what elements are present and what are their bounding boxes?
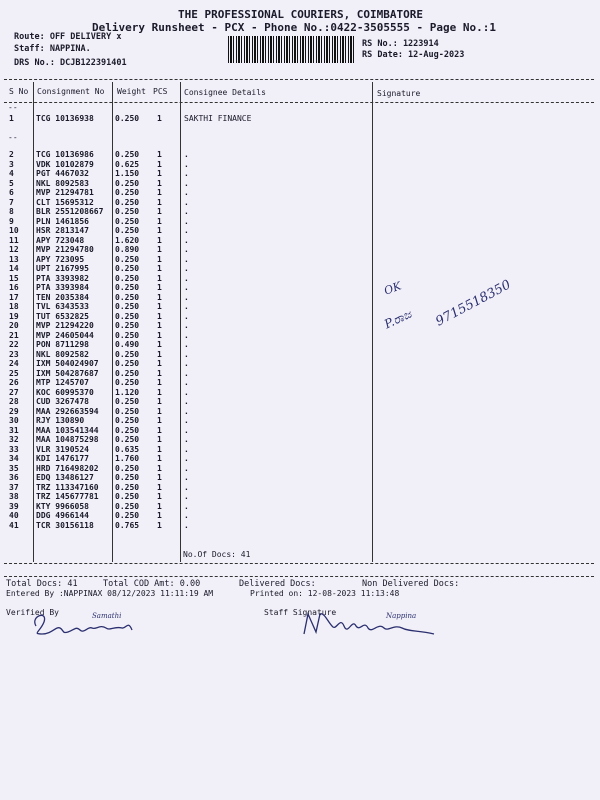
total-cod: Total COD Amt: 0.00 [103,579,201,589]
row-sno: 30 [9,416,19,425]
table-row [0,114,370,123]
non-delivered-docs: Non Delivered Docs: [362,579,460,589]
row-consignment-no: TCG 10136938 [36,114,94,123]
row-weight: 0.250 [115,226,140,235]
row-pcs: 1 [157,330,162,340]
row-consignee: . [184,340,189,349]
row-sno: 31 [9,425,19,435]
row-sno: 1 [9,114,14,123]
row-consignment-no: IXM 504024907 [36,359,99,368]
row-weight: 1.150 [115,169,140,178]
row-consignee: . [184,349,189,359]
row-consignment-no: MAA 292663594 [36,406,99,416]
row-weight: 0.250 [115,492,140,501]
header-bottom-rule [4,102,594,103]
row-consignee: . [184,169,189,178]
row-consignment-no: PTA 3393984 [36,283,89,292]
verified-by-label: Verified By [6,608,59,617]
row-pcs: 1 [157,444,162,454]
table-row [0,388,370,397]
row-consignment-no: MTP 1245707 [36,378,89,387]
row-pcs: 1 [157,114,162,123]
row-sno: 24 [9,359,19,368]
row-weight: 0.250 [115,273,140,283]
row-consignee: . [184,245,189,254]
row-sno: 19 [9,311,19,321]
row-consignment-no: CLT 15695312 [36,197,94,207]
row-weight: 0.250 [115,397,140,406]
row-pcs: 1 [157,368,162,378]
company-title: THE PROFESSIONAL COURIERS, COIMBATORE [178,8,424,21]
row-sno: 40 [9,511,19,520]
row-consignment-no: KOC 60995370 [36,387,94,397]
row-consignee: . [184,454,189,463]
handwritten-name: P.ರಾಜ [382,306,414,332]
drs-number: DRS No.: DCJB122391401 [14,58,127,68]
row-weight: 0.250 [115,114,140,123]
row-weight: 0.250 [115,330,140,340]
total-docs: Total Docs: 41 [6,579,78,589]
row-sno: 11 [9,235,19,245]
header-top-rule [4,79,594,80]
row-consignee: . [184,492,189,501]
row-consignment-no: APY 723048 [36,235,85,245]
row-weight: 0.250 [115,188,140,197]
row-sno: 9 [9,216,14,226]
row-consignment-no: TRZ 113347160 [36,482,99,492]
row-consignee: . [184,159,189,169]
row-consignment-no: APY 723095 [36,254,85,264]
table-row [0,454,370,463]
table-row [0,226,370,235]
row-consignee: . [184,302,189,311]
col-header-weight: Weight [117,87,146,96]
row-sno: 22 [9,340,19,349]
row-consignee: . [184,501,189,511]
row-consignment-no: BLR 2551208667 [36,207,104,216]
table-row [0,483,370,492]
row-consignee: . [184,425,189,435]
row-consignee: . [184,226,189,235]
row-consignment-no: NKL 8092582 [36,349,89,359]
row-pcs: 1 [157,482,162,492]
row-consignee: . [184,283,189,292]
table-row [0,169,370,178]
row-sno: 7 [9,197,14,207]
row-weight: 0.250 [115,473,140,482]
row-consignment-no: MAA 104875298 [36,435,99,444]
row-weight: 0.625 [115,159,140,169]
table-row [0,397,370,406]
table-row [0,274,370,283]
table-row [0,264,370,273]
row-pcs: 1 [157,406,162,416]
table-row [0,236,370,245]
row-sno: 25 [9,368,19,378]
row-sno: 6 [9,188,14,197]
table-row [0,331,370,340]
row-sno: 41 [9,520,19,530]
row-sno: 2 [9,150,14,159]
row-weight: 0.250 [115,511,140,520]
row-sno: 33 [9,444,19,454]
row-weight: 1.120 [115,387,140,397]
row-consignment-no: PGT 4467032 [36,169,89,178]
row-pcs: 1 [157,511,162,520]
row-consignee: . [184,235,189,245]
row-pcs: 1 [157,311,162,321]
row-consignee: . [184,207,189,216]
row-pcs: 1 [157,302,162,311]
row-sno: 4 [9,169,14,178]
row-consignee: . [184,416,189,425]
row-consignee: . [184,520,189,530]
printed-on: Printed on: 12-08-2023 11:13:48 [250,589,400,598]
row-consignment-no: KDI 1476177 [36,454,89,463]
table-end-rule [4,563,594,564]
table-row [0,378,370,387]
table-row [0,492,370,501]
row-weight: 0.490 [115,340,140,349]
table-row [0,255,370,264]
table-row [0,350,370,359]
row-consignment-no: MVP 21294781 [36,188,94,197]
row-weight: 0.250 [115,406,140,416]
row-sno: 29 [9,406,19,416]
col-header-pcs: PCS [153,87,168,96]
row-consignee: . [184,482,189,492]
row-consignee: . [184,444,189,454]
row-consignee: . [184,273,189,283]
row-sno: 12 [9,245,19,254]
row-pcs: 1 [157,273,162,283]
row-weight: 1.620 [115,235,140,245]
row-sno: 13 [9,254,19,264]
row-pcs: 1 [157,235,162,245]
row-sno: 35 [9,463,19,473]
table-row [0,511,370,520]
row-weight: 0.635 [115,444,140,454]
table-row [0,435,370,444]
row-sno: 36 [9,473,19,482]
row-consignment-no: HSR 2813147 [36,226,89,235]
row-consignee: . [184,406,189,416]
table-row [0,160,370,169]
table-row [0,359,370,368]
row-consignment-no: PLN 1461856 [36,216,89,226]
no-of-docs: No.Of Docs: 41 [183,550,251,559]
row-consignment-no: EDQ 13486127 [36,473,94,482]
row-weight: 0.250 [115,254,140,264]
staff-label: Staff: NAPPINA. [14,44,91,54]
table-row [0,179,370,188]
row-sno: 17 [9,292,19,302]
row-consignment-no: CUD 3267478 [36,397,89,406]
row-pcs: 1 [157,216,162,226]
table-row [0,464,370,473]
row-pcs: 1 [157,321,162,330]
staff-signature [298,608,458,642]
row-consignee: . [184,511,189,520]
row-sno: 15 [9,273,19,283]
row-weight: 0.250 [115,302,140,311]
table-row [0,321,370,330]
table-row [0,217,370,226]
row-pcs: 1 [157,492,162,501]
staff-signature-text: Nappina [386,612,417,620]
row-weight: 0.250 [115,368,140,378]
row-consignment-no: TRZ 145677781 [36,492,99,501]
table-row [0,207,370,216]
row-pcs: 1 [157,178,162,188]
row-sno: 16 [9,283,19,292]
row-weight: 0.250 [115,264,140,273]
row-pcs: 1 [157,520,162,530]
row-weight: 0.250 [115,416,140,425]
dash-marker: -- [8,133,18,142]
footer-rule [4,576,594,577]
row-pcs: 1 [157,264,162,273]
table-row [0,188,370,197]
row-sno: 32 [9,435,19,444]
row-consignee: . [184,387,189,397]
row-sno: 23 [9,349,19,359]
row-consignee: . [184,254,189,264]
row-consignment-no: MVP 24605044 [36,330,94,340]
row-pcs: 1 [157,378,162,387]
row-consignment-no: NKL 8092583 [36,178,89,188]
row-weight: 0.250 [115,178,140,188]
row-consignment-no: MVP 21294780 [36,245,94,254]
handwritten-ok: OK [382,279,403,298]
row-weight: 0.250 [115,150,140,159]
row-consignment-no: PON 8711298 [36,340,89,349]
row-weight: 0.890 [115,245,140,254]
row-weight: 0.250 [115,216,140,226]
row-consignee: . [184,397,189,406]
row-sno: 8 [9,207,14,216]
row-pcs: 1 [157,159,162,169]
row-pcs: 1 [157,245,162,254]
row-weight: 0.765 [115,520,140,530]
row-weight: 0.250 [115,463,140,473]
row-weight: 0.250 [115,435,140,444]
row-pcs: 1 [157,416,162,425]
runsheet-title: Delivery Runsheet - PCX - Phone No.:0422-3505555 - Page No.:1 [92,21,496,34]
row-pcs: 1 [157,197,162,207]
col-divider-consignee [372,82,373,562]
row-consignee: . [184,178,189,188]
row-sno: 10 [9,226,19,235]
row-consignee: . [184,311,189,321]
row-weight: 0.250 [115,359,140,368]
col-header-sno: S No [9,87,29,96]
row-consignment-no: MAA 103541344 [36,425,99,435]
handwritten-phone: 9715518350 [433,277,514,330]
row-consignment-no: VLR 3190524 [36,444,89,454]
row-pcs: 1 [157,397,162,406]
row-sno: 14 [9,264,19,273]
row-consignment-no: TVL 6343533 [36,302,89,311]
row-consignment-no: HRD 716498202 [36,463,99,473]
row-pcs: 1 [157,292,162,302]
row-sno: 34 [9,454,19,463]
row-consignment-no: PTA 3393982 [36,273,89,283]
row-consignment-no: TCG 10136986 [36,150,94,159]
row-consignee: . [184,378,189,387]
verified-signature-text: Samathi [92,612,122,620]
table-row [0,502,370,511]
table-row [0,150,370,159]
row-pcs: 1 [157,169,162,178]
row-sno: 21 [9,330,19,340]
row-consignee: . [184,188,189,197]
row-weight: 0.250 [115,321,140,330]
row-consignee: . [184,463,189,473]
row-pcs: 1 [157,501,162,511]
row-weight: 0.250 [115,482,140,492]
table-row [0,340,370,349]
row-sno: 37 [9,482,19,492]
row-sno: 28 [9,397,19,406]
row-consignee: . [184,197,189,207]
table-row [0,312,370,321]
verified-signature [30,608,160,642]
row-sno: 39 [9,501,19,511]
row-pcs: 1 [157,340,162,349]
row-consignment-no: UPT 2167995 [36,264,89,273]
table-row [0,521,370,530]
row-consignee: . [184,368,189,378]
row-weight: 0.250 [115,197,140,207]
row-weight: 0.250 [115,283,140,292]
row-sno: 20 [9,321,19,330]
row-consignee: . [184,330,189,340]
row-sno: 18 [9,302,19,311]
row-consignment-no: TUT 6532825 [36,311,89,321]
row-consignee: . [184,321,189,330]
route-label: Route: OFF DELIVERY x [14,32,122,42]
col-header-consignment: Consignment No [37,87,105,96]
table-row [0,416,370,425]
table-row [0,283,370,292]
row-pcs: 1 [157,387,162,397]
row-weight: 0.250 [115,378,140,387]
rs-number: RS No.: 1223914 [362,39,439,49]
row-consignment-no: RJY 130890 [36,416,85,425]
row-weight: 0.250 [115,311,140,321]
entered-by: Entered By :NAPPINAX 08/12/2023 11:11:19 AM [6,589,214,598]
rs-date: RS Date: 12-Aug-2023 [362,50,465,60]
row-consignment-no: TEN 2035384 [36,292,89,302]
table-row [0,407,370,416]
row-pcs: 1 [157,207,162,216]
table-row [0,293,370,302]
row-weight: 1.760 [115,454,140,463]
row-pcs: 1 [157,188,162,197]
row-pcs: 1 [157,435,162,444]
row-consignment-no: KTY 9966058 [36,501,89,511]
row-consignment-no: VDK 10102879 [36,159,94,169]
row-weight: 0.250 [115,425,140,435]
row-consignment-no: DDG 4966144 [36,511,89,520]
row-pcs: 1 [157,226,162,235]
row-weight: 0.250 [115,292,140,302]
row-consignee: . [184,473,189,482]
row-sno: 27 [9,387,19,397]
row-consignment-no: TCR 30156118 [36,520,94,530]
table-row [0,198,370,207]
row-sno: 3 [9,159,14,169]
row-pcs: 1 [157,454,162,463]
row-sno: 38 [9,492,19,501]
table-row [0,302,370,311]
row-sno: 5 [9,178,14,188]
col-header-signature: Signature [377,89,421,98]
row-consignee: . [184,292,189,302]
row-consignee: . [184,216,189,226]
row-pcs: 1 [157,425,162,435]
row-pcs: 1 [157,349,162,359]
row-consignee: . [184,150,189,159]
row-pcs: 1 [157,283,162,292]
row-consignee: SAKTHI FINANCE [184,114,252,123]
table-row [0,245,370,254]
row-weight: 0.250 [115,501,140,511]
row-consignment-no: MVP 21294220 [36,321,94,330]
table-row [0,369,370,378]
col-header-consignee: Consignee Details [184,88,266,97]
row-weight: 0.250 [115,207,140,216]
row-pcs: 1 [157,254,162,264]
table-row [0,473,370,482]
row-pcs: 1 [157,473,162,482]
barcode [228,36,356,63]
row-pcs: 1 [157,359,162,368]
table-row [0,445,370,454]
row-sno: 26 [9,378,19,387]
row-consignment-no: IXM 504287687 [36,368,99,378]
row-pcs: 1 [157,150,162,159]
delivered-docs: Delivered Docs: [239,579,316,589]
row-pcs: 1 [157,463,162,473]
row-consignee: . [184,435,189,444]
row-consignee: . [184,359,189,368]
staff-signature-label: Staff Signature [264,608,337,617]
table-row [0,426,370,435]
row-weight: 0.250 [115,349,140,359]
dash-marker: -- [8,103,18,112]
row-consignee: . [184,264,189,273]
